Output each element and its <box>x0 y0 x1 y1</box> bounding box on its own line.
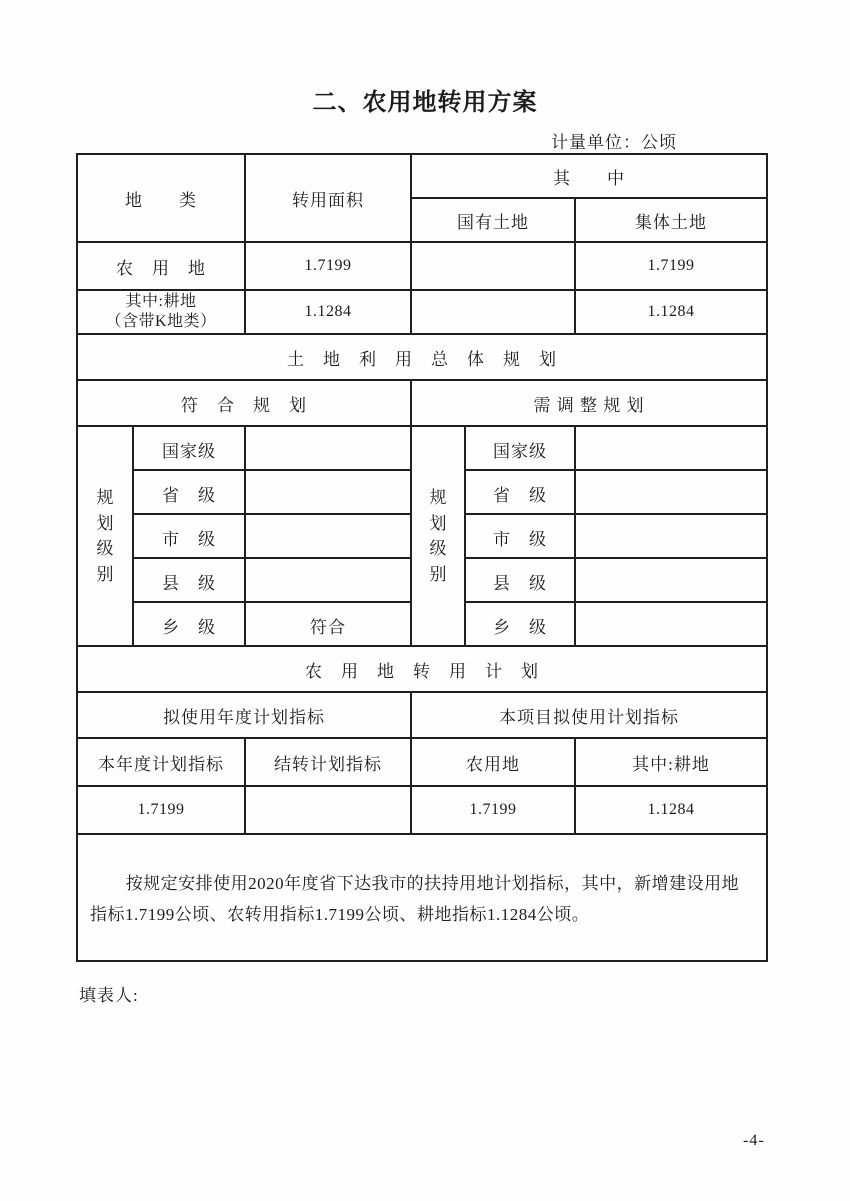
plan-subheader-row <box>78 381 766 427</box>
conform-levels-block <box>134 427 412 645</box>
page-title: 二、农用地转用方案 <box>312 89 538 116</box>
level-label: 市 级 <box>134 515 246 559</box>
level-axis-right: 规划级别 <box>412 427 466 645</box>
level-label: 市 级 <box>466 515 576 559</box>
land-conversion-table <box>76 153 768 962</box>
section-title-conversion-quota: 农 用 地 转 用 计 划 <box>305 661 539 681</box>
cell-cultivated-area: 1.1284 <box>246 291 412 333</box>
quota-values-row <box>78 787 766 835</box>
level-value <box>576 559 766 603</box>
section-row <box>78 335 766 381</box>
level-value <box>576 427 766 471</box>
header-annual-quota: 拟使用年度计划指标 <box>78 693 412 737</box>
level-row <box>466 471 766 515</box>
level-label: 国家级 <box>466 427 576 471</box>
level-label: 乡 级 <box>134 603 246 647</box>
level-row <box>134 559 412 603</box>
level-row <box>466 559 766 603</box>
level-value: 符合 <box>246 603 412 647</box>
level-value <box>246 471 412 515</box>
table-row <box>78 291 766 335</box>
level-value <box>576 603 766 647</box>
form-filler-label: 填表人: <box>79 986 139 1005</box>
value-quota-agri-land: 1.7199 <box>412 787 576 833</box>
level-row <box>466 427 766 471</box>
adjust-levels-block <box>466 427 766 645</box>
header-land-type: 地 类 <box>78 155 246 241</box>
level-value <box>576 515 766 559</box>
level-row <box>134 427 412 471</box>
header-state-owned: 国有土地 <box>412 199 576 241</box>
cell-agri-area: 1.7199 <box>246 243 412 289</box>
value-quota-cultivated: 1.1284 <box>647 801 695 818</box>
level-value <box>246 515 412 559</box>
table-row <box>78 243 766 291</box>
level-label: 省 级 <box>466 471 576 515</box>
level-label: 县 级 <box>134 559 246 603</box>
page-number: -4- <box>743 1132 765 1149</box>
cultivated-label-line2: （含带K地类） <box>105 313 217 330</box>
level-label: 省 级 <box>134 471 246 515</box>
planning-levels-row <box>78 427 766 647</box>
header-adjust-plan: 需 调 整 规 划 <box>533 395 645 415</box>
value-carryover-quota <box>246 787 412 833</box>
cell-cultivated-state-owned <box>412 291 576 333</box>
level-value <box>246 427 412 471</box>
level-row <box>134 603 412 647</box>
note-text: 按规定安排使用2020年度省下达我市的扶持用地计划指标，其中，新增建设用地指标1.7199公顷、农转用指标1.7199公顷、耕地指标1.1284公顷。 <box>90 874 740 924</box>
section-row <box>78 647 766 693</box>
level-axis-left: 规划级别 <box>78 427 134 645</box>
header-collective: 集体土地 <box>635 212 707 232</box>
header-quota-agri-land: 农用地 <box>412 739 576 785</box>
header-of-which-group <box>412 155 766 241</box>
level-row <box>134 471 412 515</box>
header-conversion-area: 转用面积 <box>246 155 412 241</box>
level-label: 县 级 <box>466 559 576 603</box>
header-carryover-quota: 结转计划指标 <box>246 739 412 785</box>
level-row <box>466 515 766 559</box>
level-row <box>466 603 766 647</box>
section-title-overall-plan: 土 地 利 用 总 体 规 划 <box>287 349 557 369</box>
level-label: 乡 级 <box>466 603 576 647</box>
level-value <box>246 559 412 603</box>
quota-subheader-row <box>78 693 766 739</box>
unit-label: 计量单位：公顷 <box>551 133 677 152</box>
header-project-quota: 本项目拟使用计划指标 <box>499 707 679 727</box>
value-current-year-quota: 1.7199 <box>78 787 246 833</box>
cell-agri-collective: 1.7199 <box>647 257 695 274</box>
level-label: 国家级 <box>134 427 246 471</box>
cell-cultivated-label <box>78 291 246 333</box>
cell-agri-state-owned <box>412 243 576 289</box>
header-of-which: 其 中 <box>412 155 766 199</box>
table-header-row <box>78 155 766 243</box>
cultivated-label-line1: 其中:耕地 <box>125 293 197 310</box>
header-conform-plan: 符 合 规 划 <box>78 381 412 425</box>
level-value <box>576 471 766 515</box>
note-row <box>78 835 766 960</box>
cell-agri-label: 农 用 地 <box>78 243 246 289</box>
cell-cultivated-collective: 1.1284 <box>647 303 695 320</box>
header-quota-cultivated: 其中:耕地 <box>632 754 710 774</box>
level-row <box>134 515 412 559</box>
header-current-year-quota: 本年度计划指标 <box>78 739 246 785</box>
quota-columns-row <box>78 739 766 787</box>
